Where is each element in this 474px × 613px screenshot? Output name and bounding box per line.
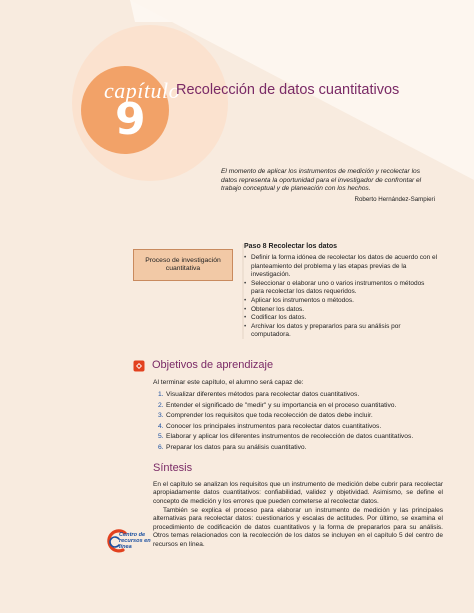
objective-item <box>158 401 448 412</box>
step-item: • Seleccionar o elaborar uno o varios instrumentos o métodos para recolectar los datos requeridos. <box>244 280 439 297</box>
objective-number: 6. <box>158 443 164 451</box>
step-item: • Obtener los datos. <box>244 306 439 315</box>
objective-text: Preparar los datos para su análisis cuantitativo. <box>166 443 307 451</box>
objective-item <box>158 411 448 422</box>
objective-item <box>158 422 448 433</box>
objective-number: 4. <box>158 422 164 430</box>
objective-number: 3. <box>158 412 164 419</box>
objective-number: 2. <box>158 401 164 409</box>
objective-text: Comprender los requisitos que toda recolección de datos debe incluir. <box>166 412 373 419</box>
objective-text: Entender el significado de "medir" y su importancia en el proceso cuantitativo. <box>166 401 397 409</box>
objectives-intro: Al terminar este capítulo, el alumno será capaz de: <box>153 379 304 386</box>
objective-text: Elaborar y aplicar los diferentes instrumentos de recolección de datos cuantitativos. <box>166 433 414 440</box>
chapter-number: 9 <box>115 94 146 145</box>
objective-number: 5. <box>158 433 164 440</box>
objectives-icon <box>133 360 145 372</box>
step-item: • Aplicar los instrumentos o métodos. <box>244 297 439 306</box>
process-label: Proceso de investigación cuantitativa <box>145 256 221 272</box>
objective-item <box>158 443 448 454</box>
objective-number: 1. <box>158 391 164 398</box>
chapter-title: Recolección de datos cuantitativos <box>176 82 400 98</box>
step-title: Paso 8 Recolectar los datos <box>244 243 337 250</box>
objectives-title: Objetivos de aprendizaje <box>152 359 274 371</box>
online-resources-logo-text: Centro de recursos en línea <box>119 532 151 551</box>
synthesis-title: Síntesis <box>153 462 193 474</box>
objectives-list <box>158 390 448 453</box>
process-label-box <box>133 249 233 281</box>
chapter-word: capítulo <box>104 78 181 103</box>
step-item: • Definir la forma idónea de recolectar los datos de acuerdo con el planteamiento del problema y las etapas previas de la investigación. <box>244 254 439 280</box>
step-item: • Archivar los datos y prepararlos para su análisis por computadora. <box>244 323 439 340</box>
synthesis-paragraph-1: En el capítulo se analizan los requisitos que un instrumento de medición debe cubrir para recolectar apropiadamente datos cuantitativos: confiabilidad, validez y objetividad. Asimismo, se define el concepto de medición y los errores que pueden cometerse al recolectar datos. <box>153 481 443 505</box>
objective-text: Conocer los principales instrumentos para recolectar datos cuantitativos. <box>166 422 382 430</box>
epigraph-author: Roberto Hernández-Sampieri <box>354 196 435 203</box>
step-list <box>244 254 439 340</box>
epigraph-quote: El momento de aplicar los instrumentos de medición y recolectar los datos representa la oportunidad para el investigador de confrontar el trabajo conceptual y de planeación con los hechos. <box>221 168 422 193</box>
objective-item <box>158 390 448 401</box>
objective-item <box>158 432 448 443</box>
step-item: • Codificar los datos. <box>244 314 439 323</box>
objective-text: Visualizar diferentes métodos para recolectar datos cuantitativos. <box>166 391 360 398</box>
synthesis-paragraph-2: También se explica el proceso para elaborar un instrumento de medición y las principales alternativas para recolectar datos: cuestionarios y escalas de actitudes. Por último, se examina el procedimiento de codificación de datos cuantitativos y la forma de prepararlos para su análisis. Otros temas relacionados con la recolección de los datos se incluyen en el capítulo 5 del centro de recursos en línea. <box>153 507 443 548</box>
